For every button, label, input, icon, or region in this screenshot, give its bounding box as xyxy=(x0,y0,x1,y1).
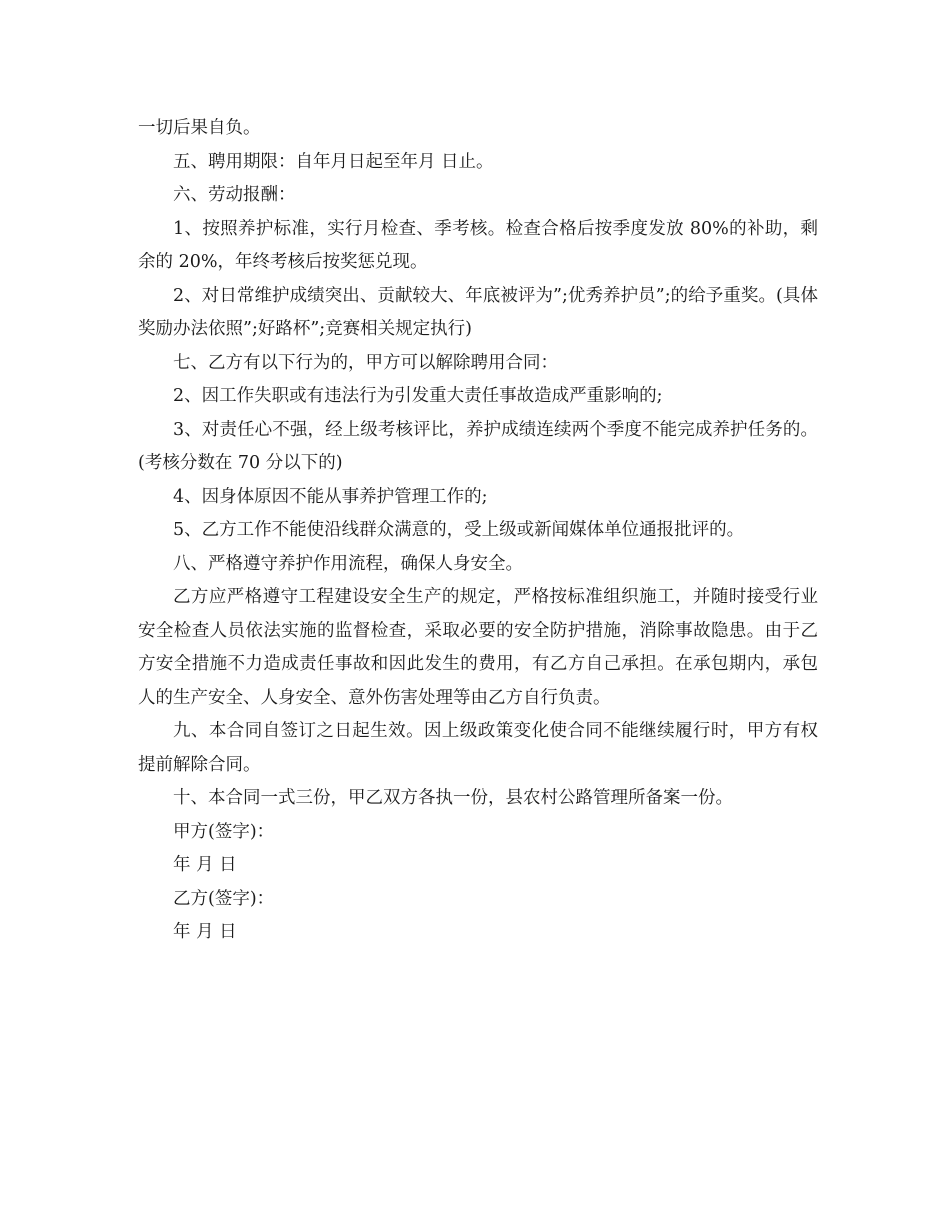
party-b-date: 年 月 日 xyxy=(173,922,237,942)
paragraph-remuneration-2: 2、对日常维护成绩突出、贡献较大、年底被评为”;优秀养护员”;的给予重奖。(具体奖励办法依照”;好路杯”;竞赛相关规定执行) xyxy=(138,285,818,339)
paragraph-remuneration-1: 1、按照养护标准，实行月检查、季考核。检查合格后按季度发放 80%的补助，剩余的 20%，年终考核后按奖惩兑现。 xyxy=(138,218,818,272)
paragraph-termination-5: 5、乙方工作不能使沿线群众满意的，受上级或新闻媒体单位通报批评的。 xyxy=(173,520,745,540)
paragraph-termination-2: 2、因工作失职或有违法行为引发重大责任事故造成严重影响的; xyxy=(173,386,663,406)
paragraph-remuneration-heading: 六、劳动报酬： xyxy=(173,185,296,205)
party-a-signature: 甲方(签字)： xyxy=(173,821,275,842)
paragraph-copies: 十、本合同一式三份，甲乙双方各执一份，县农村公路管理所备案一份。 xyxy=(173,788,733,808)
paragraph-termination-4: 4、因身体原因不能从事养护管理工作的; xyxy=(173,486,488,507)
paragraph-effective: 九、本合同自签订之日起生效。因上级政策变化使合同不能继续履行时，甲方有权提前解除合同。 xyxy=(138,721,818,775)
paragraph-termination-heading: 七、乙方有以下行为的，甲方可以解除聘用合同： xyxy=(173,352,558,373)
party-b-signature: 乙方(签字)： xyxy=(173,888,275,909)
document-body xyxy=(138,112,818,950)
paragraph-safety-body: 乙方应严格遵守工程建设安全生产的规定，严格按标准组织施工，并随时接受行业安全检查人员依法实施的监督检查，采取必要的安全防护措施，消除事故隐患。由于乙方安全措施不力造成责任事故和因此发生的费用，有乙方自己承担。在承包期内，承包人的生产安全、人身安全、意外伤害处理等由乙方自行负责。 xyxy=(138,587,818,708)
paragraph-termination-3: 3、对责任心不强，经上级考核评比，养护成绩连续两个季度不能完成养护任务的。(考核分数在 70 分以下的) xyxy=(138,419,818,473)
party-a-date: 年 月 日 xyxy=(173,855,237,875)
paragraph-term: 五、聘用期限：自年月日起至年月 日止。 xyxy=(173,151,494,172)
paragraph-safety-heading: 八、严格遵守养护作用流程，确保人身安全。 xyxy=(173,553,523,574)
paragraph-consequences: 一切后果自负。 xyxy=(138,118,261,138)
